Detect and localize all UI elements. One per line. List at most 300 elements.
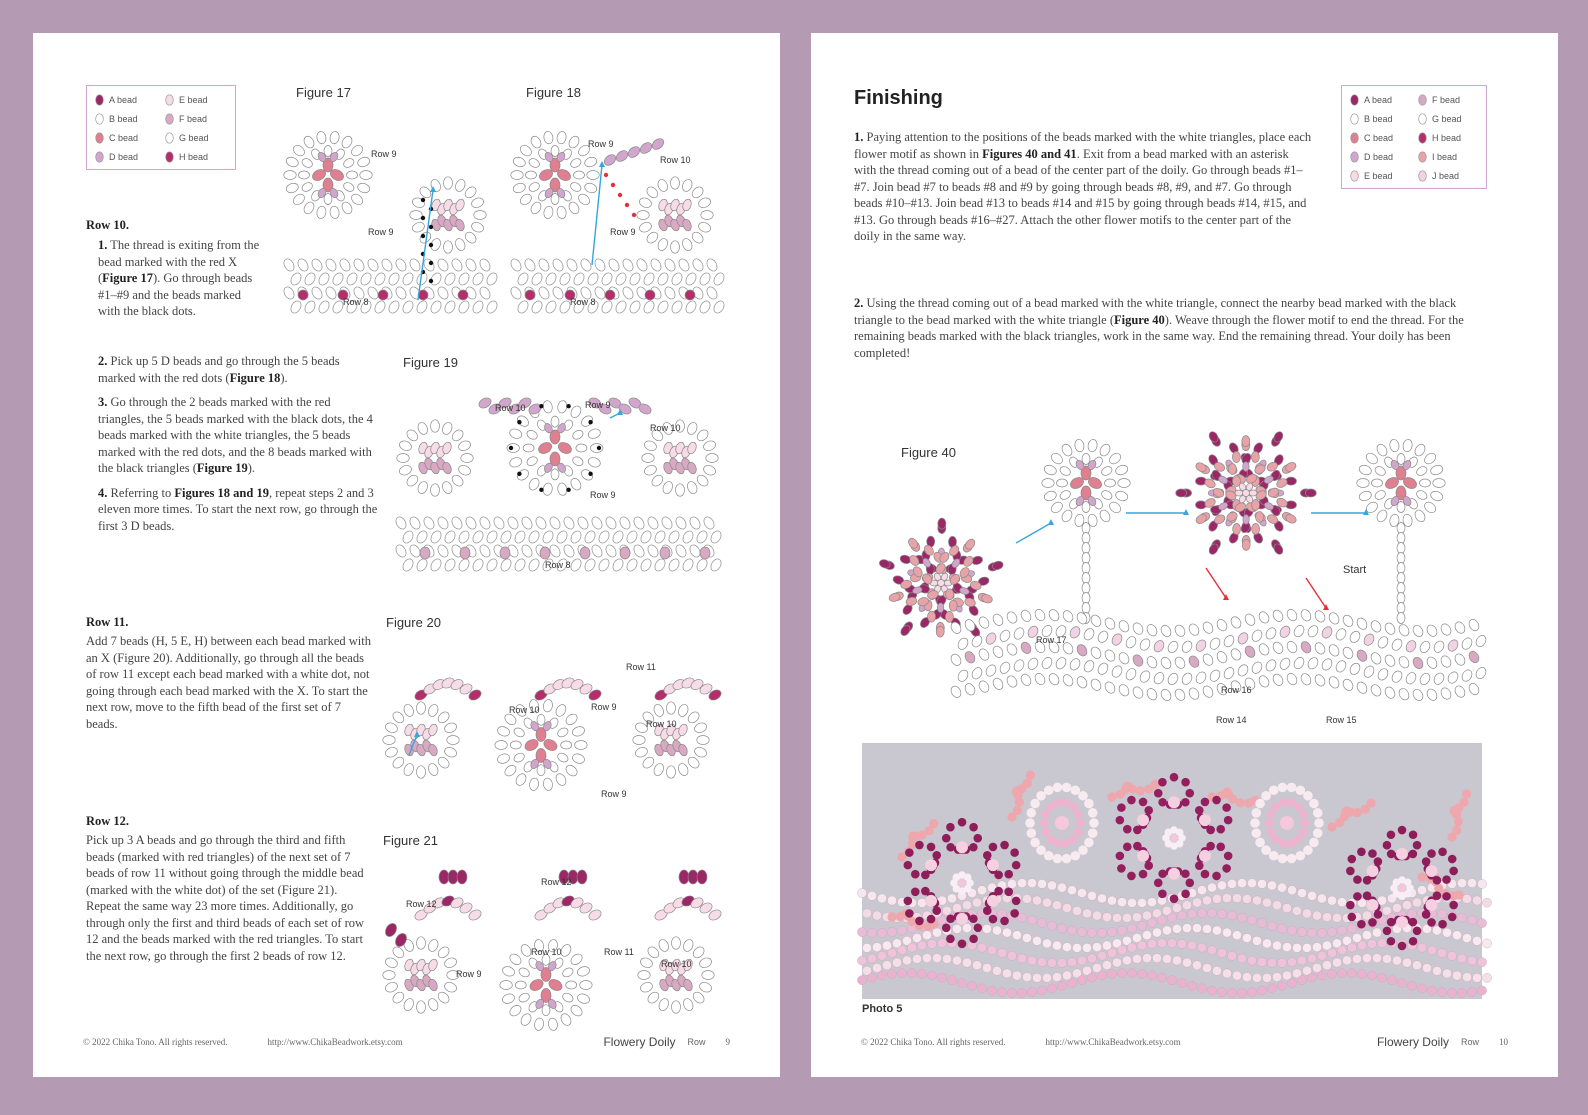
pearl-bead (1261, 791, 1271, 801)
bead (611, 529, 625, 545)
bead (420, 547, 430, 559)
bead (436, 285, 450, 301)
arrow-icon (1183, 509, 1189, 515)
bead (590, 515, 604, 531)
pearl-bead (1207, 946, 1216, 955)
bead (1373, 489, 1387, 501)
bead (331, 271, 345, 287)
pearl-bead (877, 971, 886, 980)
bead (646, 515, 660, 531)
figure-callout: Row 8 (570, 297, 596, 307)
pearl-bead (887, 969, 896, 978)
pearl-bead (1242, 894, 1251, 903)
pearl-bead (887, 927, 896, 936)
bead (656, 299, 670, 315)
bead (638, 221, 653, 234)
bead (548, 515, 562, 531)
bead (1404, 671, 1418, 686)
bead (282, 257, 296, 273)
bead (342, 181, 356, 193)
bead (1306, 656, 1320, 671)
bead (457, 439, 472, 452)
pearl-bead (872, 942, 881, 951)
pearl-bead (1078, 845, 1088, 855)
bead (625, 529, 639, 545)
bead (1243, 644, 1257, 659)
footer-url[interactable]: http://www.ChikaBeadwork.etsy.com (1045, 1037, 1181, 1047)
bead (690, 230, 705, 245)
bead (1376, 635, 1390, 650)
legend-item (165, 111, 231, 127)
pearl-bead (1077, 956, 1086, 965)
bead-swatch-icon (1418, 170, 1427, 182)
bead (1047, 608, 1061, 623)
pearl-bead (1477, 958, 1486, 967)
bead (936, 626, 944, 637)
bead (1299, 640, 1313, 655)
bead (525, 429, 539, 441)
pearl-bead (1192, 924, 1201, 933)
row-11-text: Add 7 beads (H, 5 E, H) between each bead marked with an X (Figure 20). Additionally, go through all the beads of row 11 except each bead marked with a white dot, not going through each bead marked with the X. To start the next row, move to the fifth bead of the first set of 7 beads. (86, 634, 371, 731)
bead (518, 143, 533, 158)
bead (712, 299, 726, 315)
footer-title: Flowery Doily (1376, 1035, 1449, 1049)
bead (450, 428, 465, 443)
bead (394, 257, 408, 273)
bead (516, 299, 530, 315)
bead (691, 945, 706, 960)
legend-item (1418, 111, 1482, 127)
pearl-bead (925, 895, 937, 907)
bead (632, 515, 646, 531)
bead (345, 271, 359, 287)
bead (360, 171, 372, 180)
bead (485, 529, 499, 545)
pearl-bead (1010, 848, 1019, 857)
bead (296, 257, 310, 273)
pearl-bead (1287, 978, 1296, 987)
bead (427, 938, 440, 953)
pearl-bead (907, 943, 916, 952)
legend-label: F bead (1432, 95, 1461, 105)
bead (458, 290, 468, 300)
pearl-bead (1004, 870, 1013, 879)
bead (509, 257, 523, 273)
pearl-bead (905, 848, 914, 857)
page-footer (861, 1035, 1508, 1049)
bead (1194, 670, 1208, 685)
pearl-bead (1449, 867, 1458, 876)
bead (537, 714, 545, 725)
pearl-bead (1222, 803, 1231, 812)
bead (963, 682, 977, 697)
pearl-bead (1237, 954, 1246, 963)
bead (511, 171, 523, 180)
bead-swatch-icon (1350, 170, 1359, 182)
marker-dot (588, 472, 592, 476)
pearl-bead (1127, 796, 1136, 805)
pearl-bead (905, 909, 914, 918)
bead (554, 703, 568, 718)
bead (583, 557, 597, 573)
bead (697, 736, 709, 745)
bead (1402, 439, 1413, 453)
pearl-bead (1052, 901, 1061, 910)
pearl-bead (1287, 957, 1296, 966)
bead (439, 870, 449, 884)
figure-callout: Row 9 (368, 227, 394, 237)
pearl-bead (1201, 798, 1210, 807)
bead (525, 455, 539, 467)
pearl-bead (932, 851, 941, 860)
bead (410, 211, 422, 220)
pearl-bead (1277, 981, 1286, 990)
pearl-bead (1172, 924, 1181, 933)
pearl-bead (1255, 799, 1265, 809)
pearl-bead (1107, 896, 1116, 905)
bead (1061, 673, 1075, 688)
pearl-bead (1207, 909, 1216, 918)
pearl-bead (1047, 802, 1055, 810)
bead (991, 676, 1005, 691)
pearl-bead (1162, 954, 1171, 963)
bead (681, 237, 694, 252)
pearl-bead (1277, 958, 1286, 967)
bead (1369, 619, 1383, 634)
pearl-bead (1312, 911, 1321, 920)
bead (569, 404, 583, 419)
figure-callout: Row 10 (650, 423, 681, 433)
bead (405, 428, 420, 443)
bead (1232, 452, 1240, 463)
pearl-bead (1044, 785, 1054, 795)
pearl-bead (1387, 850, 1396, 859)
pearl-bead (1062, 903, 1071, 912)
pearl-bead (958, 879, 966, 887)
bead (1082, 573, 1090, 584)
pearl-bead (862, 943, 871, 952)
step-text: Pick up 5 D beads and go through the 5 beads marked with the red dots (Figure 18). (98, 354, 340, 385)
marker-dot (429, 261, 433, 265)
bead (1389, 439, 1400, 453)
bead (1341, 645, 1355, 660)
bead (1124, 635, 1138, 650)
bead (1194, 638, 1208, 653)
pearl-bead (1447, 951, 1456, 960)
pearl-bead (989, 843, 998, 852)
pearl-bead (1357, 847, 1366, 856)
pearl-bead (992, 926, 1001, 935)
pearl-bead (1127, 924, 1136, 933)
figure-callout: Row 9 (601, 789, 627, 799)
pearl-bead (1452, 826, 1461, 835)
bead (661, 480, 674, 495)
pearl-bead (1477, 879, 1486, 888)
bead (436, 515, 450, 531)
bead (1082, 659, 1096, 674)
pearl-bead (857, 976, 866, 985)
pearl-bead (1147, 971, 1156, 980)
bead (1397, 563, 1405, 574)
bead (1411, 656, 1425, 671)
bead (557, 400, 568, 414)
row-10-step-1 (98, 237, 266, 328)
bead (1429, 490, 1444, 503)
bead (1383, 621, 1397, 636)
finishing-step-1 (854, 129, 1314, 253)
pearl-bead (867, 891, 876, 900)
pearl-bead (987, 859, 999, 871)
bead (510, 741, 521, 749)
pearl-bead (887, 912, 896, 921)
bead (564, 763, 579, 778)
bead (530, 271, 544, 287)
pearl-bead (1199, 850, 1211, 862)
bead (633, 736, 645, 745)
pearl-bead (897, 968, 906, 977)
bead (485, 557, 499, 573)
bead (1033, 672, 1047, 687)
pearl-bead (1407, 981, 1416, 990)
bead (1058, 489, 1072, 501)
pearl-bead (1052, 972, 1061, 981)
footer-url[interactable]: http://www.ChikaBeadwork.etsy.com (267, 1037, 403, 1047)
pearl-bead (1216, 825, 1225, 834)
bead (1453, 652, 1467, 667)
pearl-bead (1123, 825, 1132, 834)
bead (642, 271, 656, 287)
bead (443, 981, 458, 994)
bead (1232, 476, 1240, 487)
pearl-bead (911, 870, 920, 879)
pearl-bead (1181, 798, 1190, 807)
pearl-bead (1409, 937, 1418, 946)
pearl-bead (1070, 851, 1080, 861)
pearl-bead (1457, 988, 1466, 997)
legend-item (95, 149, 161, 165)
figure-callout: Row 12 (541, 877, 572, 887)
pearl-bead (1372, 954, 1381, 963)
bead (418, 185, 433, 200)
pearl-bead (1212, 966, 1221, 975)
bead (508, 1003, 523, 1018)
bead (512, 182, 527, 195)
bead (387, 271, 401, 287)
pearl-bead (1437, 948, 1446, 957)
bead (1390, 669, 1404, 684)
pearl-bead (946, 823, 955, 832)
bead (443, 721, 458, 734)
pearl-bead (925, 859, 937, 871)
bead (698, 271, 712, 287)
bead (316, 131, 327, 145)
bead (1369, 651, 1383, 666)
pearl-bead (1037, 918, 1046, 927)
bead (628, 299, 642, 315)
bead (444, 241, 453, 253)
pearl-bead (1000, 917, 1009, 926)
pearl-bead (1368, 918, 1377, 927)
bead (638, 196, 653, 209)
bead (373, 299, 387, 315)
pearl-bead (1197, 984, 1206, 993)
bead (523, 444, 534, 452)
bead (1355, 648, 1369, 663)
bead (496, 752, 511, 765)
bead (1327, 611, 1341, 626)
bead (436, 755, 451, 770)
pearl-bead (1117, 864, 1126, 873)
bead (695, 529, 709, 545)
pearl-bead (1069, 802, 1077, 810)
pearl-bead (1144, 861, 1153, 870)
bead (650, 136, 666, 151)
bead (352, 257, 366, 273)
bead (401, 557, 415, 573)
bead (667, 557, 681, 573)
bead (384, 981, 399, 994)
pearl-bead (1212, 796, 1221, 805)
pearl-bead (857, 956, 866, 965)
pearl-bead (1172, 956, 1181, 965)
pearl-bead (977, 943, 986, 952)
pearl-bead (1457, 878, 1466, 887)
page-footer (83, 1035, 730, 1049)
pearl-bead (1224, 816, 1233, 825)
pearl-bead (1347, 969, 1356, 978)
pearl-bead (1477, 918, 1486, 927)
pearl-bead (1177, 939, 1186, 948)
pearl-bead (932, 928, 941, 937)
pearl-bead (1117, 926, 1126, 935)
bead-swatch-icon (1350, 132, 1359, 144)
pearl-bead (1181, 890, 1190, 899)
pearl-bead (973, 924, 982, 933)
bead (1432, 639, 1446, 654)
legend-item (1350, 92, 1414, 108)
bead (672, 937, 681, 949)
pearl-bead (942, 954, 951, 963)
pearl-bead (1206, 842, 1215, 851)
bead (557, 482, 568, 496)
bead (690, 185, 705, 200)
bead (1208, 636, 1222, 651)
pearl-bead (1158, 869, 1167, 878)
bead (495, 741, 507, 750)
bead (1432, 671, 1446, 686)
bead (1390, 637, 1404, 652)
bead (686, 480, 699, 495)
bead (544, 271, 558, 287)
pearl-bead (1346, 901, 1355, 910)
pearl-bead (1467, 916, 1476, 925)
pearl-bead (932, 906, 941, 915)
pearl-bead (1337, 926, 1346, 935)
bead-swatch-icon (1418, 151, 1427, 163)
pearl-bead (1242, 973, 1251, 982)
pearl-bead (1437, 988, 1446, 997)
bead (1114, 464, 1129, 477)
bead (384, 721, 399, 734)
pearl-bead (942, 834, 951, 843)
bead (518, 192, 533, 207)
pearl-bead (1307, 973, 1316, 982)
pearl-bead (1337, 946, 1346, 955)
pearl-bead (1107, 927, 1116, 936)
figure-callout: Row 9 (590, 490, 616, 500)
pearl-bead (1047, 958, 1056, 967)
bead (1222, 634, 1236, 649)
pearl-bead (1232, 931, 1241, 940)
pearl-bead (1265, 819, 1273, 827)
pearl-bead (1227, 879, 1236, 888)
pearl-bead (1137, 941, 1146, 950)
bead (508, 427, 523, 440)
thread-path (592, 165, 602, 265)
bead (1256, 511, 1264, 522)
pearl-bead (1010, 909, 1019, 918)
bead (1292, 624, 1306, 639)
bead (991, 644, 1005, 659)
bead (639, 529, 653, 545)
bead (567, 134, 581, 149)
figure-callout: Row 11 (604, 947, 634, 957)
pearl-bead (947, 976, 956, 985)
bead (1413, 442, 1427, 457)
pearl-bead (1062, 798, 1070, 806)
bead (1082, 603, 1090, 614)
bead (1362, 664, 1376, 679)
pearl-bead (982, 924, 991, 933)
pearl-bead (887, 948, 896, 957)
legend-item (1418, 168, 1482, 184)
pearl-bead (1147, 918, 1156, 927)
step-text: Paying attention to the positions of the beads marked with the white triangles, place each flower motif as shown in Figures 40 and 41. Exit from a bead marked with an asterisk with the thread coming out of a bead of the center part of the doily. Go through beads #1–#7. Join bead #7 to beads #8 and #9 by going through beads #8, #9, and #7. Go through beads #10–#13. Join bead #13 to beads #14 and #15 by going through beads #14, #15, and #13. Go through beads #16–#27. Attach the other flower motifs to the center part of the doily in the same way. (854, 130, 1312, 243)
bead (677, 703, 690, 718)
bead (427, 703, 440, 718)
bead (556, 751, 570, 763)
bead (576, 444, 587, 452)
pearl-bead (1377, 973, 1386, 982)
step-text: Referring to Figures 18 and 19, repeat steps 2 and 3 eleven more times. To start the next row, go through the first 3 D beads. (98, 485, 378, 533)
bead (1074, 439, 1085, 453)
bead (302, 200, 316, 215)
figure-callout: Row 10 (509, 705, 540, 715)
bead (1019, 608, 1033, 623)
pearl-bead (1327, 969, 1336, 978)
bead (401, 271, 415, 287)
pearl-bead (952, 956, 961, 965)
marker-dot (429, 243, 433, 247)
pearl-bead (1387, 830, 1396, 839)
pearl-bead (1232, 894, 1241, 903)
bead (1397, 583, 1405, 594)
legend-label: G bead (1432, 114, 1462, 124)
pearl-bead (1055, 816, 1069, 830)
pearl-bead (921, 871, 930, 880)
bead (516, 271, 530, 287)
bead (1103, 680, 1117, 695)
bead (429, 557, 443, 573)
bead (569, 1003, 584, 1018)
bead (285, 182, 300, 195)
legend-item (1350, 130, 1414, 146)
bead (527, 181, 541, 193)
bead (695, 557, 709, 573)
bead (1043, 464, 1058, 477)
pearl-bead (1097, 894, 1106, 903)
pearl-bead (1207, 883, 1216, 892)
